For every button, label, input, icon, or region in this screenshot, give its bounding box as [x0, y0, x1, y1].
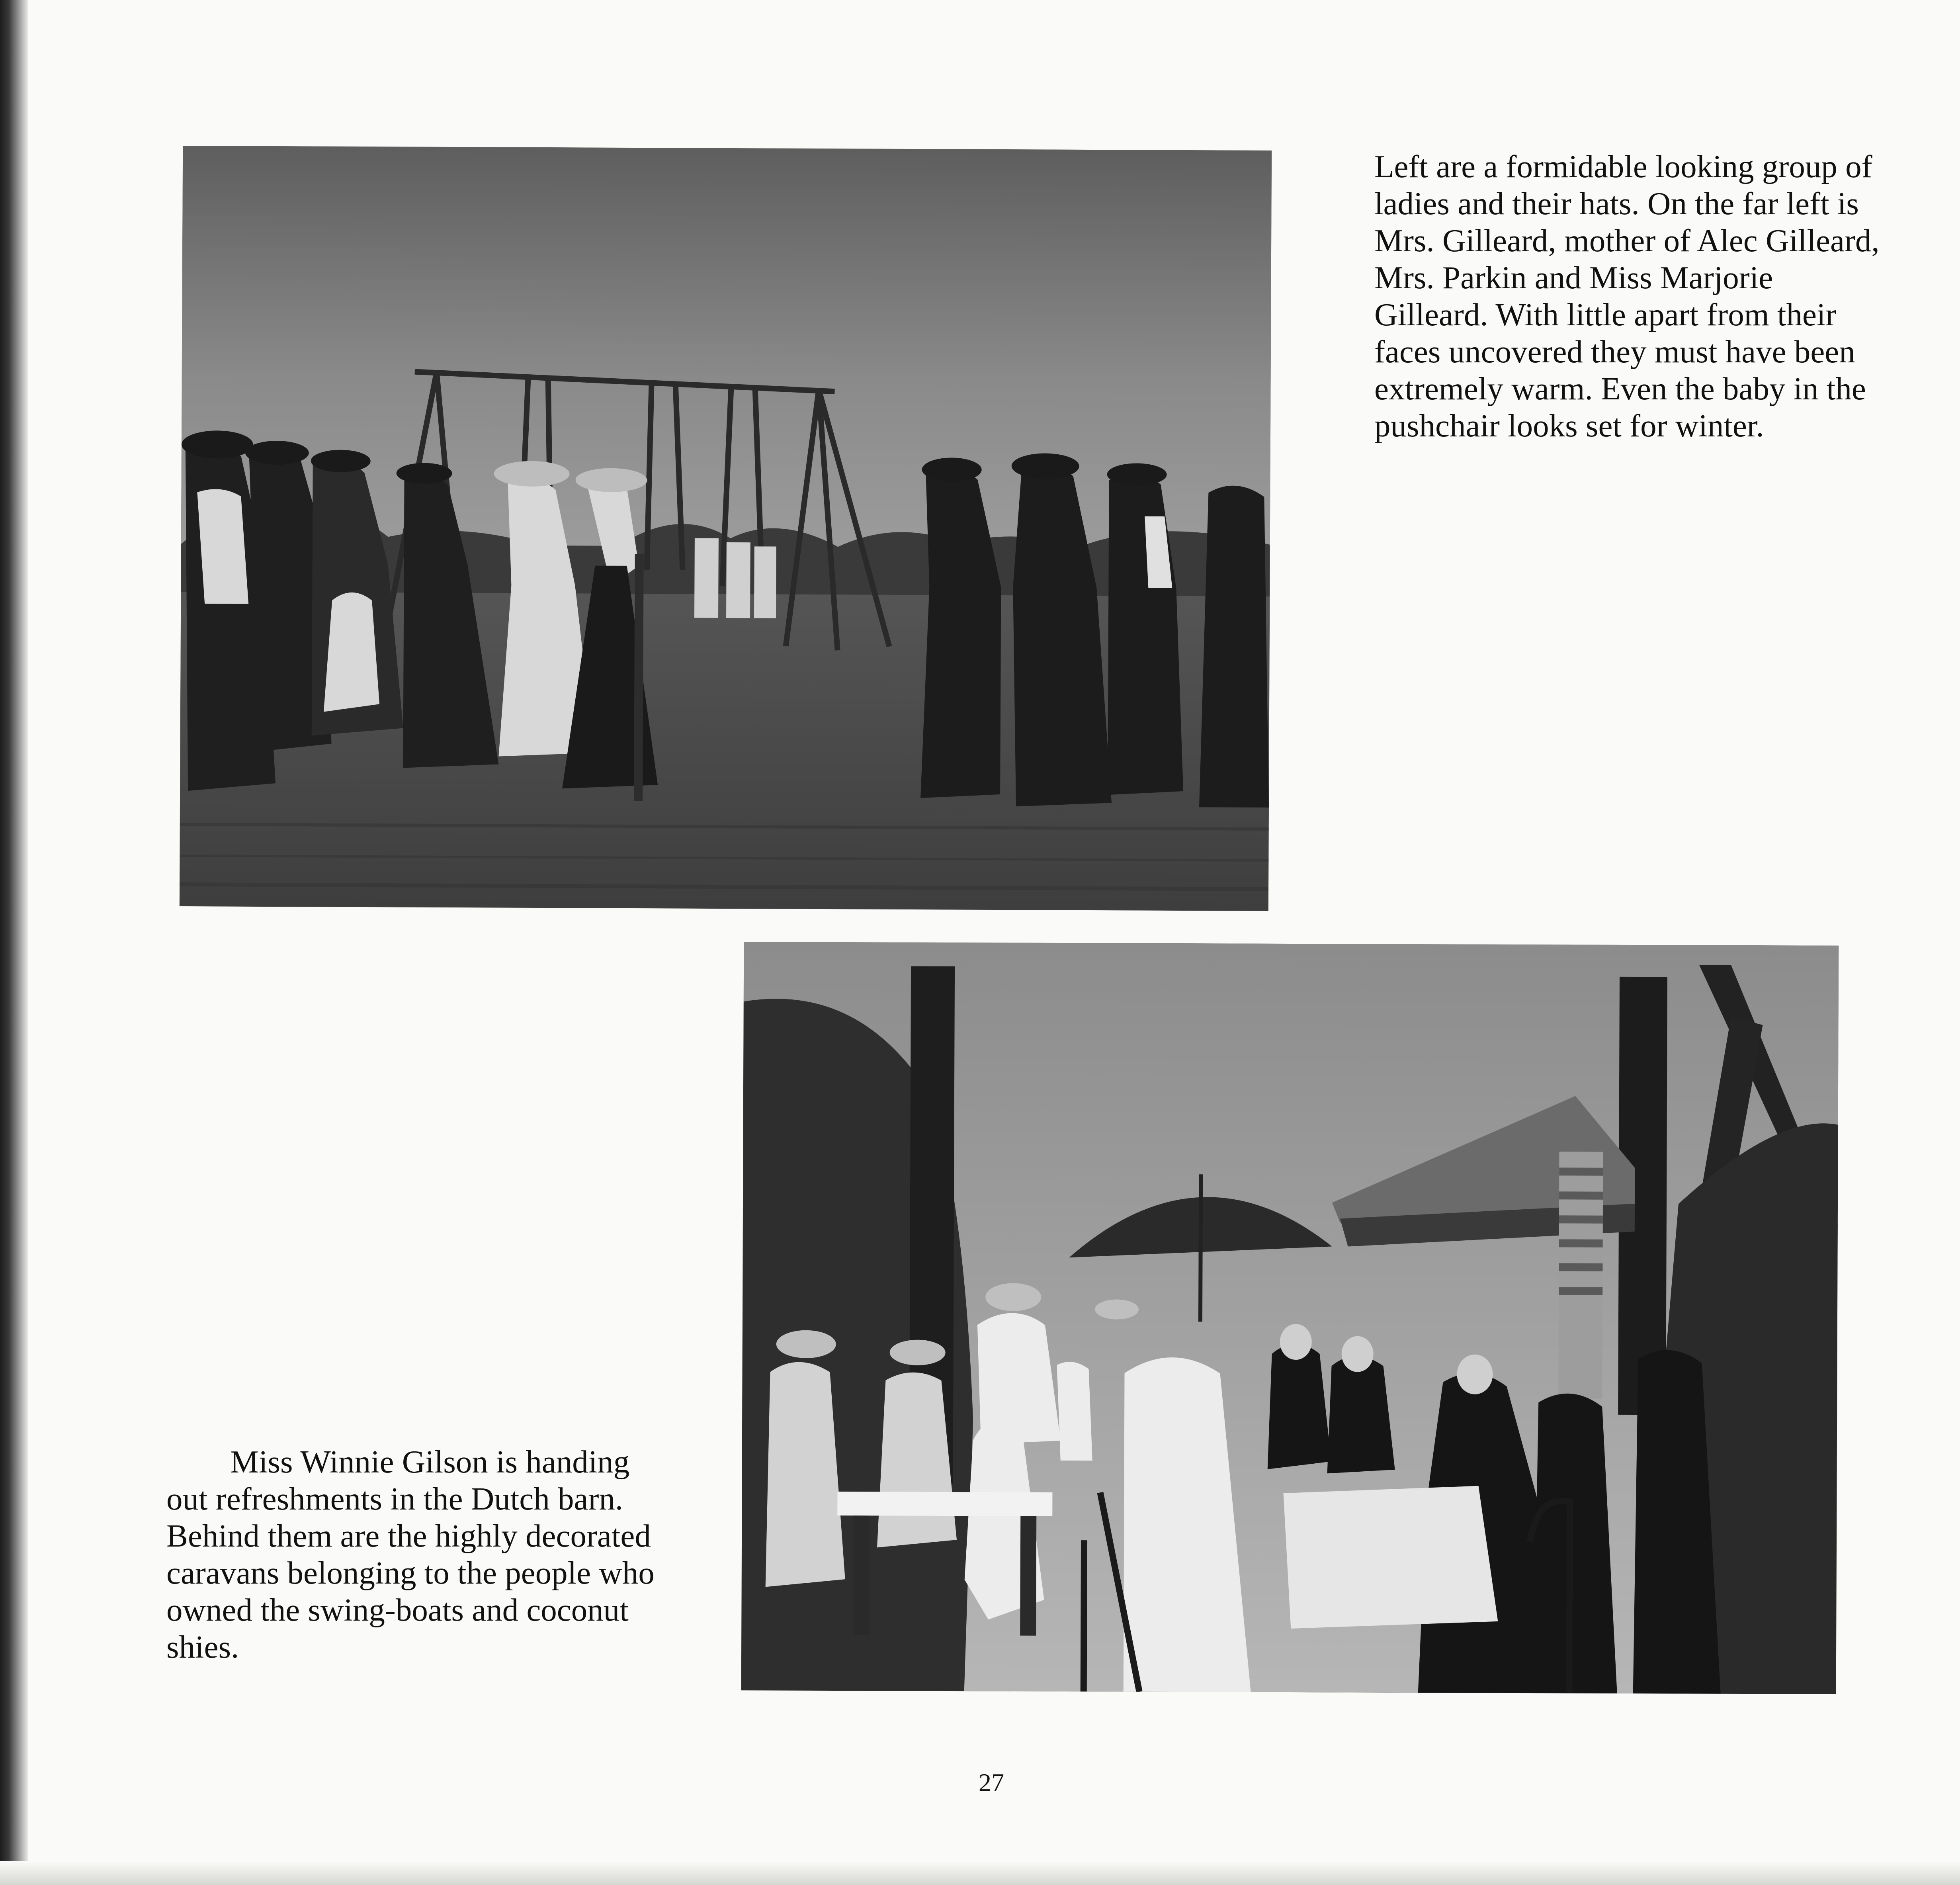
photo-ladies-swings	[180, 146, 1272, 911]
book-binding-edge	[0, 0, 28, 1885]
photo-ladies-swings-image	[180, 146, 1272, 911]
photo-dutch-barn-image	[741, 942, 1839, 1694]
page-number: 27	[979, 1768, 1004, 1797]
page-bottom-shadow	[0, 1861, 1960, 1885]
caption-bottom: Miss Winnie Gilson is handing out refreshments in the Dutch barn. Behind them are the highly decorated caravans belonging to the people who owned the swing-boats and coconut shies.	[166, 1444, 655, 1665]
caption-top: Left are a formidable looking group of ladies and their hats. On the far left is Mrs. Gilleard, mother of Alec Gilleard, Mrs. Parkin and Miss Marjorie Gilleard. With little apart from their faces uncovered they must have been extremely warm. Even the baby in the pushchair looks set for winter.	[1374, 149, 1880, 444]
photo-dutch-barn	[741, 942, 1839, 1694]
